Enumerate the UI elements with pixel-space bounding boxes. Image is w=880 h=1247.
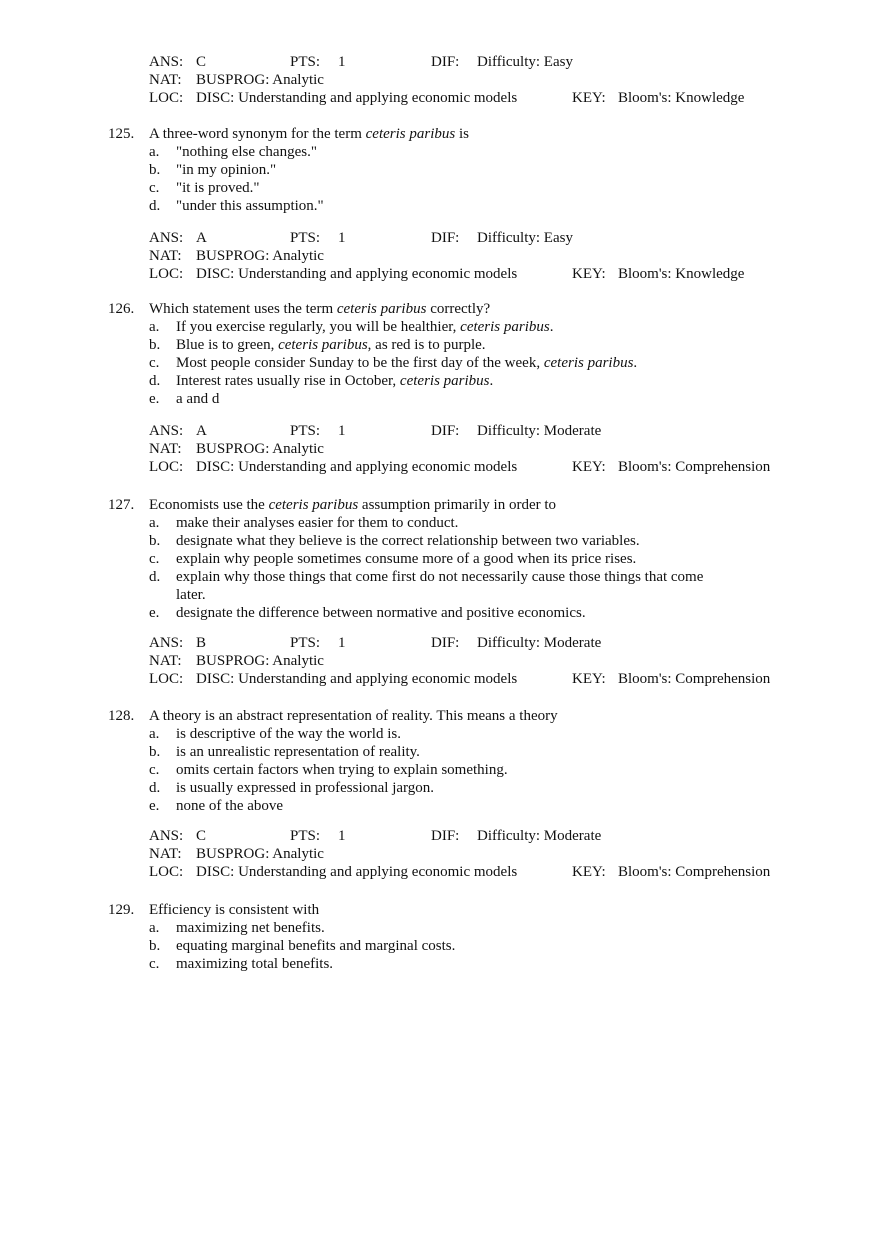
loc-label: LOC:	[149, 90, 184, 106]
answer-meta-128: ANS: C PTS: 1 DIF: Difficulty: Moderate NAT: BUSPROG: Analytic LOC: DISC: Understanding and applying economic models KEY: Bloom's: Comprehension	[149, 828, 771, 880]
question-129: 129. Efficiency is consistent with a. maximizing net benefits. b. equating marginal benefits and marginal costs. c. maximizing total benefits.	[108, 902, 456, 972]
question-number: 125.	[108, 126, 135, 142]
answer-meta-126: ANS: A PTS: 1 DIF: Difficulty: Moderate NAT: BUSPROG: Analytic LOC: DISC: Understanding and applying economic models KEY: Bloom's: Comprehension	[149, 423, 771, 475]
nat-value: BUSPROG: Analytic	[196, 72, 324, 88]
dif-label: DIF:	[431, 54, 460, 70]
pts-label: PTS:	[290, 54, 321, 70]
question-number: 127.	[108, 497, 135, 513]
question-128: 128. A theory is an abstract representation of reality. This means a theory a. is descriptive of the way the world is. b. is an unrealistic representation of reality. c. omits certain factors when trying to explain something. d. is usually expressed in professional jargon. e. none of the above	[108, 708, 558, 814]
ans-value: C	[196, 54, 207, 70]
question-126: 126. Which statement uses the term ceteris paribus correctly? a. If you exercise regularly, you will be healthier, ceteris paribus. b. Blue is to green, ceteris paribus, as red is to purple. c. Most people consider Sunday to be the first day of the week, ceteris paribus. d. Interest rates usually rise in October, ceteris paribus. e. a and d	[108, 301, 638, 407]
nat-label: NAT:	[149, 72, 182, 88]
answer-meta-127: ANS: B PTS: 1 DIF: Difficulty: Moderate NAT: BUSPROG: Analytic LOC: DISC: Understanding and applying economic models KEY: Bloom's: Comprehension	[149, 635, 771, 687]
answer-meta-124	[149, 53, 849, 107]
pts-value: 1	[338, 54, 346, 70]
loc-value: DISC: Understanding and applying economic models	[196, 90, 518, 106]
question-stem: Economists use the ceteris paribus assumption primarily in order to	[149, 497, 557, 513]
answer-meta-125: ANS: A PTS: 1 DIF: Difficulty: Easy NAT: BUSPROG: Analytic LOC: DISC: Understanding and applying economic models KEY: Bloom's: Knowledge	[149, 230, 745, 282]
ans-label: ANS:	[149, 54, 184, 70]
question-number: 129.	[108, 902, 135, 918]
question-number: 126.	[108, 301, 135, 317]
question-stem: Efficiency is consistent with	[149, 902, 320, 918]
key-value: Bloom's: Knowledge	[618, 90, 745, 106]
dif-value: Difficulty: Easy	[477, 54, 573, 70]
key-label: KEY:	[572, 90, 606, 106]
question-stem: Which statement uses the term ceteris paribus correctly?	[149, 301, 491, 317]
question-125: 125. A three-word synonym for the term ceteris paribus is a. "nothing else changes." b. "in my opinion." c. "it is proved." d. "under this assumption."	[108, 126, 469, 214]
question-127: 127. Economists use the ceteris paribus assumption primarily in order to a. make their analyses easier for them to conduct. b. designate what they believe is the correct relationship between two variables. c. explain why people sometimes consume more of a good when its price rises. d. explain why those things that come first do not necessarily cause those things that come later. e. designate the difference between normative and positive economics.	[108, 497, 704, 621]
question-stem: A theory is an abstract representation of reality. This means a theory	[149, 708, 558, 724]
question-stem: A three-word synonym for the term ceteris paribus is	[149, 126, 469, 142]
question-number: 128.	[108, 708, 135, 724]
